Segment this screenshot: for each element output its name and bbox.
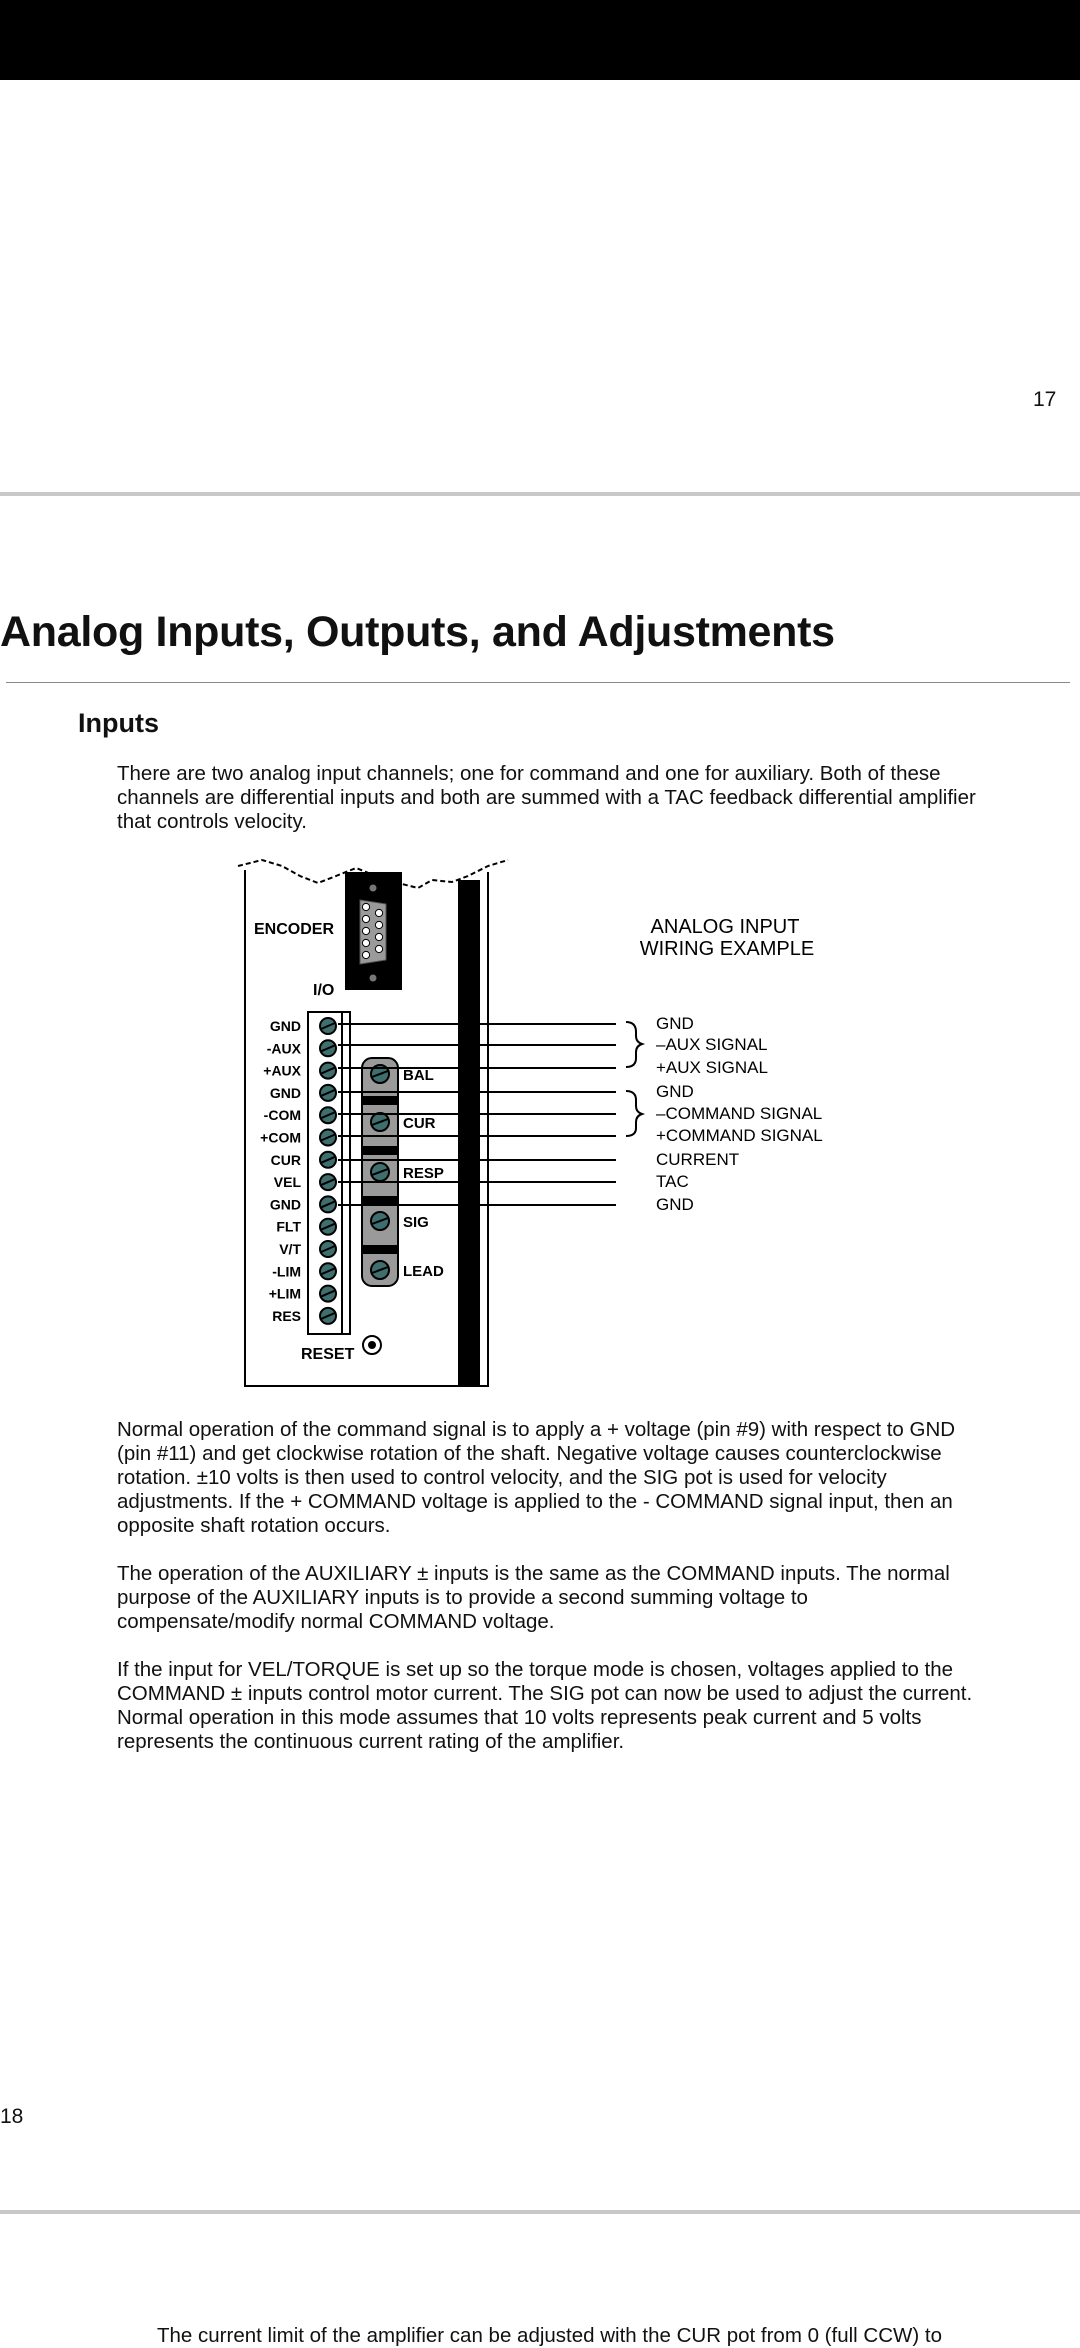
db9-pin xyxy=(362,927,369,934)
connector-screw xyxy=(370,885,377,892)
body-text-3: If the input for VEL/TORQUE is set up so the torque mode is chosen, voltages applied to the COMMAND ± inputs control motor current. The SIG pot can now be used to adjust the current. Normal operation in this mode assumes that 10 volts represents peak current and 5 volts represents the continuous current rating of the amplifier. xyxy=(117,1658,973,1753)
wire-label: TAC xyxy=(656,1172,689,1191)
connector-screw xyxy=(370,975,377,982)
db9-pin xyxy=(375,909,382,916)
page-divider xyxy=(0,2210,1080,2214)
body-paragraph-3 xyxy=(117,1658,987,1754)
page-number: 18 xyxy=(0,2105,24,2128)
pot-separator xyxy=(362,1096,398,1105)
pin-label: VEL xyxy=(273,1174,301,1191)
pin-label: -AUX xyxy=(266,1040,301,1057)
page-title: Analog Inputs, Outputs, and Adjustments xyxy=(0,608,835,656)
pot-label: SIG xyxy=(403,1214,429,1231)
body-text-2: The operation of the AUXILIARY ± inputs is the same as the COMMAND inputs. The normal purpose of the AUXILIARY inputs is to provide a second summing voltage to compensate/modify normal COMMAND voltage. xyxy=(117,1562,950,1633)
pot-label: RESP xyxy=(403,1165,444,1182)
reset-label: RESET xyxy=(301,1346,355,1363)
pin-label: RES xyxy=(272,1307,301,1324)
wire-label: –AUX SIGNAL xyxy=(656,1035,768,1054)
pin-label: V/T xyxy=(279,1241,301,1257)
section-heading: Inputs xyxy=(78,708,159,738)
command-bracket xyxy=(626,1091,642,1136)
pin-label: GND xyxy=(269,1196,301,1213)
encoder-label: ENCODER xyxy=(254,921,335,938)
wire-label: +AUX SIGNAL xyxy=(656,1058,768,1077)
wire-label: GND xyxy=(656,1195,694,1214)
diagram-title-line2: WIRING EXAMPLE xyxy=(639,938,815,960)
db9-pin xyxy=(375,921,382,928)
io-label: I/O xyxy=(313,982,335,999)
reset-button-center xyxy=(368,1341,376,1349)
pot-label: LEAD xyxy=(403,1263,444,1280)
db9-pin xyxy=(362,915,369,922)
pot-label: BAL xyxy=(403,1067,434,1084)
pin-label: FLT xyxy=(276,1218,301,1235)
db9-pin xyxy=(375,933,382,940)
aux-bracket xyxy=(626,1022,642,1067)
intro-text: There are two analog input channels; one for command and one for auxiliary. Both of these channels are differential inputs and both are summed with a TAC feedback differential amplifier that controls velocity. xyxy=(117,762,976,833)
pin-label: GND xyxy=(269,1018,301,1034)
wire-label: –COMMAND SIGNAL xyxy=(656,1104,823,1123)
pot-separator xyxy=(362,1146,398,1155)
pot-separator xyxy=(362,1196,398,1205)
pin-label: -LIM xyxy=(272,1263,301,1280)
wire-label: CURRENT xyxy=(656,1150,740,1169)
db9-pin xyxy=(375,945,382,952)
pin-label: GND xyxy=(269,1084,301,1101)
diagram-title-line1: ANALOG INPUT xyxy=(650,916,800,938)
pin-label: CUR xyxy=(270,1151,301,1168)
wire-label: GND xyxy=(656,1082,694,1101)
heatsink-bar xyxy=(458,880,480,1386)
previous-page-number: 17 xyxy=(1033,388,1057,411)
db9-pin xyxy=(362,951,369,958)
db9-pin xyxy=(362,903,369,910)
body-paragraph-2 xyxy=(117,1562,987,1634)
db9-pin xyxy=(362,939,369,946)
wire-label: GND xyxy=(656,1014,694,1033)
pin-label: +AUX xyxy=(263,1062,301,1079)
pin-label: +LIM xyxy=(268,1285,301,1302)
body-paragraph-1 xyxy=(117,1418,987,1538)
pin-label: +COM xyxy=(260,1129,301,1146)
pin-label: -COM xyxy=(263,1107,301,1124)
body-text-1: Normal operation of the command signal is to apply a + voltage (pin #9) with respect to GND (pin #11) and get clockwise rotation of the shaft. Negative voltage causes counterclockwise rotation. ±10 volts is then used to control velocity, and the SIG pot is used for velocity adjustments. If the + COMMAND voltage is applied to the - COMMAND signal input, then an opposite shaft rotation occurs. xyxy=(117,1418,956,1537)
pot-separator xyxy=(362,1245,398,1254)
next-page-partial-text: The current limit of the amplifier can be adjusted with the CUR pot from 0 (full CCW) to xyxy=(157,2324,942,2347)
pot-label: CUR xyxy=(403,1115,436,1132)
wire-label: +COMMAND SIGNAL xyxy=(656,1126,823,1145)
